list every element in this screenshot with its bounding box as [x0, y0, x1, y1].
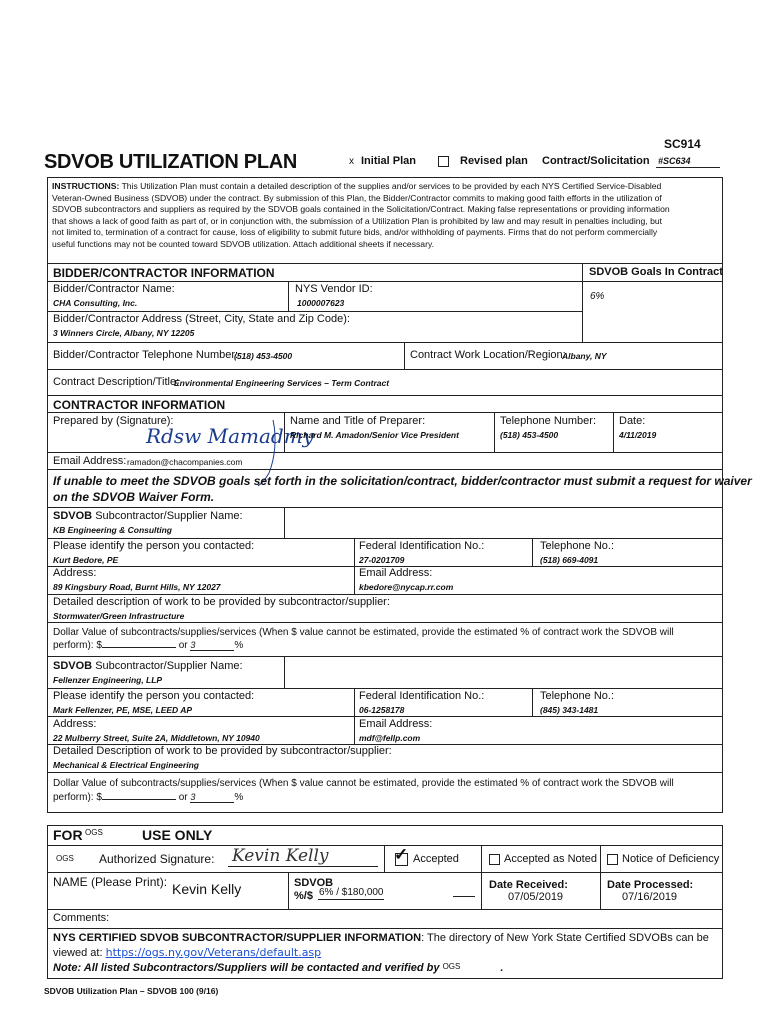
- contract-underline: [656, 167, 720, 168]
- sub1-dollar-prefix: perform): $: [53, 640, 102, 651]
- bidder-name-label: Bidder/Contractor Name:: [53, 283, 175, 295]
- deficiency-checkbox[interactable]: [607, 854, 618, 865]
- sub2-percent-value[interactable]: 3: [190, 792, 234, 803]
- contractor-date-label: Date:: [619, 415, 646, 427]
- form-code: SC914: [664, 137, 701, 151]
- signature-line: [228, 866, 378, 867]
- divider: [613, 412, 614, 452]
- dash-line: [453, 896, 475, 897]
- form-footer: SDVOB Utilization Plan – SDVOB 100 (9/16): [44, 986, 219, 996]
- sub1-percent-value[interactable]: 3: [190, 640, 234, 651]
- sub1-work-label: Detailed description of work to be provided by subcontractor/supplier:: [53, 596, 390, 608]
- sub1-name-label-text: Subcontractor/Supplier Name:: [95, 510, 243, 522]
- divider: [47, 281, 723, 282]
- viewed-at-line: [53, 946, 321, 959]
- accepted-as-noted-label: Accepted as Noted: [504, 853, 597, 865]
- date-received-label: Date Received:: [489, 879, 568, 891]
- sub1-contact-value[interactable]: Kurt Bedore, PE: [53, 555, 119, 565]
- pct-underline: [318, 899, 384, 900]
- contractor-date-value[interactable]: 4/11/2019: [619, 430, 657, 440]
- divider: [47, 311, 582, 312]
- date-received-value[interactable]: 07/05/2019: [508, 891, 564, 903]
- divider: [47, 872, 723, 873]
- sub2-name-label-text: Subcontractor/Supplier Name:: [95, 660, 243, 672]
- sub1-fed-id-label: Federal Identification No.:: [359, 540, 485, 552]
- divider: [47, 909, 723, 910]
- divider: [47, 594, 723, 595]
- sub2-name-value[interactable]: Fellenzer Engineering, LLP: [53, 675, 163, 685]
- divider: [47, 656, 723, 657]
- sub2-name-label-bold: SDVOB: [53, 660, 93, 672]
- sub2-phone-label: Telephone No.:: [540, 690, 614, 702]
- contract-desc-value[interactable]: Environmental Engineering Services – Term Contract: [174, 378, 390, 388]
- sub1-work-value[interactable]: Stormwater/Green Infrastructure: [53, 611, 185, 621]
- work-region-value[interactable]: Albany, NY: [562, 351, 607, 361]
- accepted-as-noted-checkbox[interactable]: [489, 854, 500, 865]
- sub1-address-value[interactable]: 89 Kingsbury Road, Burnt Hills, NY 12027: [53, 582, 221, 592]
- directory-line: [53, 932, 709, 944]
- viewed-at-label: viewed at:: [53, 947, 103, 959]
- sub2-email-value[interactable]: mdf@fellp.com: [359, 733, 421, 743]
- sub2-fed-id-label: Federal Identification No.:: [359, 690, 485, 702]
- authorized-signature-label: Authorized Signature:: [99, 852, 215, 866]
- deficiency-label: Notice of Deficiency: [622, 853, 720, 865]
- divider: [47, 452, 723, 453]
- contractor-header: CONTRACTOR INFORMATION: [53, 398, 226, 412]
- sub1-dollar-line: Dollar Value of subcontracts/supplies/services (When $ value cannot be estimated, provide the estimated % of contract work the SDVOB will: [53, 627, 674, 638]
- instructions-label: INSTRUCTIONS:: [52, 181, 120, 191]
- sub2-dollar-row: [53, 792, 243, 803]
- instructions-line-5: not limited to, termination of a contract for cause, loss of eligibility to submit future bids, and/or withholding of payments. Firms that do not perform commercially: [52, 227, 658, 237]
- divider: [47, 395, 723, 396]
- divider: [494, 412, 495, 452]
- divider: [47, 342, 723, 343]
- contractor-phone-label: Telephone Number:: [500, 415, 597, 427]
- sub1-dollar-field[interactable]: [102, 647, 176, 648]
- bidder-phone-label: Bidder/Contractor Telephone Number:: [53, 349, 239, 361]
- sub1-name-value[interactable]: KB Engineering & Consulting: [53, 525, 172, 535]
- vendor-id-value[interactable]: 1000007623: [297, 298, 345, 308]
- divider: [47, 507, 723, 508]
- work-region-label: Contract Work Location/Region:: [410, 349, 566, 361]
- waiver-note-line-2: on the SDVOB Waiver Form.: [53, 490, 215, 504]
- goals-header: SDVOB Goals In Contract: [589, 266, 723, 278]
- sub1-contact-label: Please identify the person you contacted:: [53, 540, 255, 552]
- instructions-line-6: useful functions may not be counted toward SDVOB utilization. Attach additional sheets if necessary.: [52, 238, 434, 249]
- sub2-address-label: Address:: [53, 718, 97, 730]
- sub1-phone-label: Telephone No.:: [540, 540, 614, 552]
- divider: [47, 469, 723, 470]
- divider: [47, 622, 723, 623]
- goals-value[interactable]: 6%: [590, 291, 605, 302]
- divider: [404, 342, 405, 369]
- sub2-dollar-field[interactable]: [102, 799, 176, 800]
- sub1-name-label-bold: SDVOB: [53, 510, 93, 522]
- instructions-line-1: This Utilization Plan must contain a detailed description of the supplies and/or services to be provided by each NYS Certified Service-Disabled: [121, 181, 662, 191]
- sub2-contact-value[interactable]: Mark Fellenzer, PE, MSE, LEED AP: [53, 705, 193, 715]
- note-text: Note: All listed Subcontractors/Suppliers will be contacted and verified by: [53, 962, 440, 974]
- date-processed-value[interactable]: 07/16/2019: [622, 891, 678, 903]
- contractor-phone-value[interactable]: (518) 453-4500: [500, 430, 559, 440]
- revised-plan-label: Revised plan: [460, 155, 528, 167]
- divider: [47, 845, 723, 846]
- divider: [47, 369, 723, 370]
- divider: [47, 538, 723, 539]
- divider: [284, 507, 285, 538]
- divider: [384, 845, 385, 872]
- divider: [47, 772, 723, 773]
- ogs-name-value[interactable]: Kevin Kelly: [172, 881, 242, 897]
- vendor-id-label: NYS Vendor ID:: [295, 283, 373, 295]
- ogs-small-label: OGS: [85, 828, 103, 837]
- sub2-dollar-line: Dollar Value of subcontracts/supplies/services (When $ value cannot be estimated, provide the estimated % of contract work the SDVOB will: [53, 778, 674, 789]
- contract-solicitation-value[interactable]: #SC634: [658, 156, 691, 166]
- revised-plan-checkbox[interactable]: [438, 156, 449, 167]
- bidder-phone-value[interactable]: (518) 453-4500: [234, 351, 293, 361]
- sub2-phone-value[interactable]: (845) 343-1481: [540, 705, 599, 715]
- note-end: .: [500, 962, 504, 974]
- note-line: [53, 962, 503, 974]
- instructions: [52, 181, 720, 250]
- sdvob-pct-label: SDVOB: [294, 877, 334, 889]
- sub2-address-value[interactable]: 22 Mulberry Street, Suite 2A, Middletown, NY 10940: [53, 733, 260, 743]
- waiver-note-line-1: If unable to meet the SDVOB goals set forth in the solicitation/contract, bidder/contractor must submit a request for waiver: [53, 474, 752, 488]
- instructions-line-3: SDVOB subcontractors and suppliers as required by the SDVOB goals contained in the Solicitation/Contract. Making false representations or providing information: [52, 204, 670, 214]
- sub1-address-label: Address:: [53, 567, 97, 579]
- initial-plan-label: Initial Plan: [361, 155, 417, 167]
- divider: [47, 716, 723, 717]
- divider: [582, 263, 583, 343]
- preparer-name-label: Name and Title of Preparer:: [290, 415, 426, 427]
- divider: [47, 688, 723, 689]
- divider: [481, 845, 482, 872]
- divider: [532, 538, 533, 566]
- note-ogs: OGS: [442, 962, 461, 971]
- sub2-fed-id-value[interactable]: 06-1258178: [359, 705, 405, 715]
- directory-bold: NYS CERTIFIED SDVOB SUBCONTRACTOR/SUPPLIER INFORMATION: [53, 932, 422, 944]
- divider: [288, 872, 289, 909]
- sub1-percent-sign: %: [234, 640, 244, 651]
- ogs-name-label: NAME (Please Print):: [53, 875, 168, 889]
- sub1-fed-id-value[interactable]: 27-0201709: [359, 555, 405, 565]
- bidder-address-value[interactable]: 3 Winners Circle, Albany, NY 12205: [53, 328, 195, 338]
- sub1-name-label: [53, 510, 243, 522]
- sub2-contact-label: Please identify the person you contacted:: [53, 690, 255, 702]
- ogs-small-label-2: OGS: [56, 854, 74, 863]
- sub2-dollar-prefix: perform): $: [53, 792, 102, 803]
- divider: [532, 688, 533, 716]
- initial-plan-mark[interactable]: x: [349, 156, 354, 167]
- sdvob-pct-value[interactable]: 6% / $180,000: [319, 887, 384, 898]
- sub2-name-label: [53, 660, 243, 672]
- form-title: SDVOB UTILIZATION PLAN: [44, 151, 298, 173]
- sub1-email-label: Email Address:: [359, 567, 433, 579]
- sub1-email-value[interactable]: kbedore@nycap.rr.com: [359, 582, 454, 592]
- bidder-name-value[interactable]: CHA Consulting, Inc.: [53, 298, 138, 308]
- authorized-signature: Kevin Kelly: [232, 846, 329, 866]
- sub2-work-label: Detailed Description of work to be provided by subcontractor/supplier:: [53, 745, 392, 757]
- comments-label: Comments:: [53, 912, 110, 924]
- sub1-or: or: [178, 640, 188, 651]
- divider: [47, 263, 723, 264]
- sdvob-pct-label-2: %/$: [294, 890, 313, 902]
- directory-link[interactable]: https://ogs.ny.gov/Veterans/default.asp: [105, 946, 322, 959]
- prepared-by-label: Prepared by (Signature):: [53, 415, 174, 427]
- sub1-phone-value[interactable]: (518) 669-4091: [540, 555, 599, 565]
- contractor-email-value[interactable]: ramadon@chacompanies.com: [127, 457, 243, 467]
- ogs-use-only-label: USE ONLY: [142, 827, 213, 843]
- date-processed-label: Date Processed:: [607, 879, 694, 891]
- divider: [600, 845, 601, 909]
- contract-desc-label: Contract Description/Title:: [53, 376, 180, 388]
- contractor-email-label: Email Address:: [53, 455, 127, 467]
- sub2-percent-sign: %: [234, 792, 244, 803]
- contract-solicitation-label: Contract/Solicitation: [542, 155, 650, 167]
- divider: [47, 928, 723, 929]
- bidder-header: BIDDER/CONTRACTOR INFORMATION: [53, 266, 275, 280]
- divider: [47, 412, 723, 413]
- accepted-check-mark: ✓: [394, 845, 409, 864]
- sub2-or: or: [178, 792, 188, 803]
- preparer-name-value[interactable]: Richard M. Amadon/Senior Vice President: [290, 430, 459, 440]
- accepted-label: Accepted: [413, 853, 459, 865]
- sub2-work-value[interactable]: Mechanical & Electrical Engineering: [53, 760, 199, 770]
- sub2-email-label: Email Address:: [359, 718, 433, 730]
- instructions-line-2: Veteran-Owned Business (SDVOB) under the contract. By submission of this Plan, the Bidder/Contractor commits to making good faith efforts in the utilization of: [52, 192, 662, 203]
- sub1-dollar-row: [53, 640, 243, 651]
- preparer-signature: Rdsw Mamadmy: [146, 424, 314, 448]
- instructions-line-4: that shows a lack of good faith as part of, or in conjunction with, the submission of a Utilization Plan is prohibited by law and may result in penalties including, but: [52, 215, 663, 226]
- directory-text: : The directory of New York State Certified SDVOBs can be: [421, 932, 709, 944]
- bidder-address-label: Bidder/Contractor Address (Street, City, State and Zip Code):: [53, 313, 350, 325]
- divider: [288, 281, 289, 311]
- divider: [481, 872, 482, 909]
- ogs-for-label: FOR: [53, 827, 83, 843]
- divider: [284, 656, 285, 688]
